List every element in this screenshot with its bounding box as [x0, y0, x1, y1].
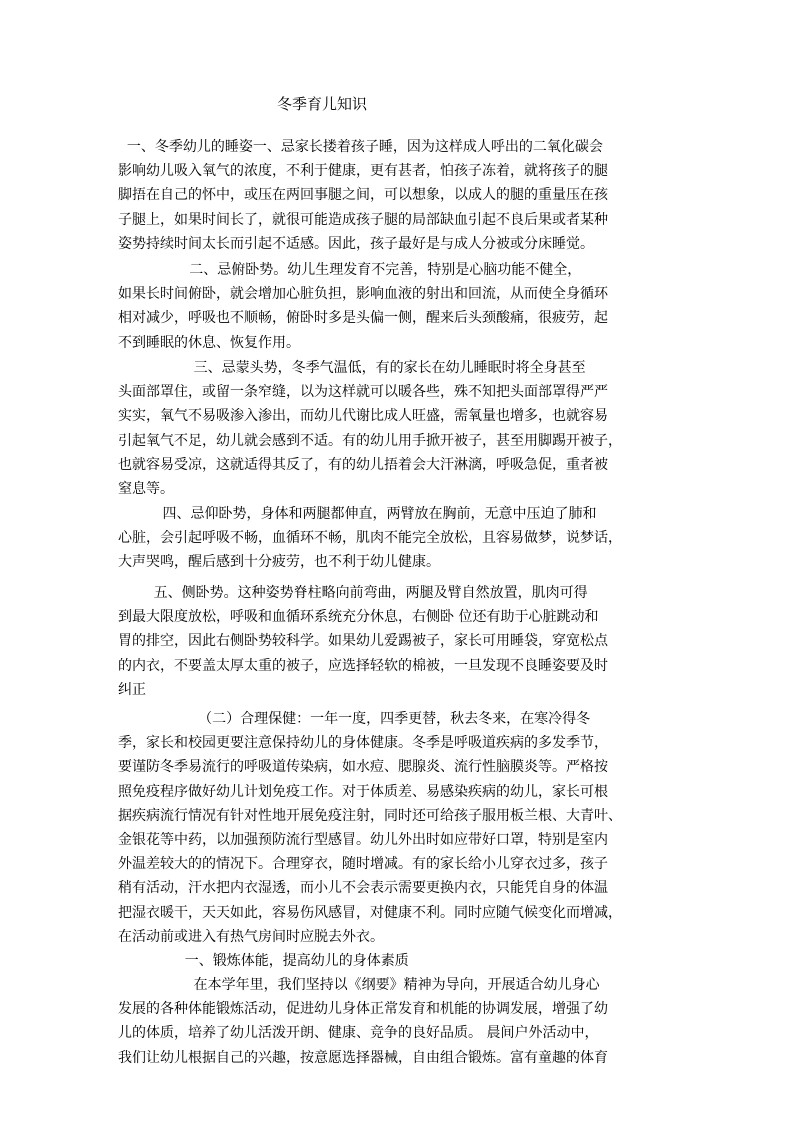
text-line: 相对减少，呼吸也不顺畅，俯卧时多是头偏一侧，醒来后头颈酸痛，很疲劳，起 [118, 310, 608, 327]
text-line: 儿的体质，培养了幼儿活泼开朗、健康、竞争的良好品质。 晨间户外活动中， [118, 1025, 599, 1042]
paragraph-supine-position [118, 502, 678, 575]
paragraph-prone-position [118, 258, 678, 355]
text-line: 不到睡眠的休息、恢复作用。 [118, 334, 300, 351]
text-line: 稍有活动，汗水把内衣湿透，而小儿不会表示需要更换内衣，只能凭自身的体温 [118, 880, 608, 897]
paragraph-sleep-posture [118, 135, 678, 256]
text-line: 在活动前或进入有热气房间时应脱去外衣。 [118, 928, 384, 945]
text-line: 在本学年里，我们坚持以《纲要》精神为导向，开展适合幼儿身心 [118, 977, 600, 994]
text-line: 一、冬季幼儿的睡姿一、忌家长搂着孩子睡，因为这样成人呼出的二氧化碳会 [118, 139, 603, 155]
text-line: 外温差较大的的情况下。合理穿衣，随时增减。有的家长给小儿穿衣过多，孩子 [118, 856, 608, 873]
text-line: 照免疫程序做好幼儿计划免疫工作。对于体质差、易感染疾病的幼儿，家长可根 [118, 783, 608, 800]
text-line: 如果长时间俯卧，就会增加心脏负担，影响血液的射出和回流，从而使全身循环 [118, 286, 608, 303]
text-line: 据疾病流行情况有针对性地开展免疫注射，同时还可给孩子服用板兰根、大青叶、 [118, 807, 622, 824]
text-line: 也就容易受凉，这就适得其反了，有的幼儿捂着会大汗淋漓，呼吸急促，重者被 [118, 456, 608, 473]
text-line: 大声哭鸣，醒后感到十分疲劳，也不利于幼儿健康。 [118, 554, 440, 571]
text-line: 季，家长和校园更要注意保持幼儿的身体健康。冬季是呼吸道疾病的多发季节， [118, 735, 608, 752]
text-line: 脚捂在自己的怀中，或压在两回事腿之间，可以想象，以成人的腿的重量压在孩 [118, 187, 608, 204]
text-line: 实实，氧气不易吸渗入渗出，而幼儿代谢比成人旺盛，需氧量也增多，也就容易 [118, 408, 608, 425]
paragraph-health-care [118, 707, 678, 1070]
text-line: 子腿上，如果时间长了，就很可能造成孩子腿的局部缺血引起不良后果或者某种 [118, 211, 608, 228]
text-line: 的内衣，不要盖太厚太重的被子，应选择轻软的棉被，一旦发现不良睡姿要及时 [118, 657, 608, 674]
text-line: 到最大限度放松，呼吸和血循环系统充分休息，右侧卧 位还有助于心脏跳动和 [118, 609, 599, 626]
text-line: 胃的排空，因此右侧卧势较科学。如果幼儿爱踢被子，家长可用睡袋，穿宽松点 [118, 633, 608, 650]
text-line: 姿势持续时间太长而引起不适感。因此，孩子最好是与成人分被或分床睡觉。 [118, 235, 594, 252]
text-line: 影响幼儿吸入氧气的浓度，不利于健康，更有甚者，怕孩子冻着，就将孩子的腿 [118, 163, 608, 180]
text-line: 我们让幼儿根据自己的兴趣，按意愿选择器械，自由组合锻炼。富有童趣的体育 [118, 1049, 608, 1066]
text-line: 三、忌蒙头势，冬季气温低，有的家长在幼儿睡眠时将全身甚至 [118, 360, 586, 376]
text-line: 金银花等中药，以加强预防流行型感冒。幼儿外出时如应带好口罩，特别是室内 [118, 831, 608, 848]
text-line: 要谨防冬季易流行的呼吸道传染病，如水痘、腮腺炎、流行性脑膜炎等。严格按 [118, 759, 608, 776]
text-line: 头面部罩住，或留一条窄缝，以为这样就可以暖各些，殊不知把头面部罩得严严 [118, 384, 608, 401]
document-title: 冬季育儿知识 [277, 95, 368, 113]
text-line: 五、侧卧势。这种姿势脊柱略向前弯曲，两腿及臂自然放置，肌肉可得 [118, 585, 588, 601]
text-line: 窒息等。 [118, 480, 174, 497]
text-line: 发展的各种体能锻炼活动，促进幼儿身体正常发育和机能的协调发展，增强了幼 [118, 1001, 608, 1018]
text-line: 引起氧气不足，幼儿就会感到不适。有的幼儿用手掀开被子，甚至用脚踢开被子， [118, 432, 622, 449]
paragraph-covered-head [118, 356, 678, 501]
text-line: （二）合理保健：一年一度，四季更替，秋去冬来，在寒冷得冬 [118, 711, 591, 727]
text-line: 心脏，会引起呼吸不畅，血循环不畅，肌肉不能完全放松，且容易做梦，说梦话， [118, 530, 622, 547]
text-line: 四、忌仰卧势，身体和两腿都伸直，两臂放在胸前，无意中压迫了肺和 [118, 506, 597, 522]
text-line: 二、忌俯卧势。幼儿生理发育不完善，特别是心脑功能不健全， [118, 262, 582, 278]
text-line: 一、锻炼体能，提高幼儿的身体素质 [118, 952, 409, 969]
paragraph-side-position [118, 581, 678, 702]
text-line: 把湿衣暖干，天天如此，容易伤风感冒，对健康不利。同时应随气候变化而增减， [118, 904, 622, 921]
text-line: 纠正 [118, 681, 146, 698]
